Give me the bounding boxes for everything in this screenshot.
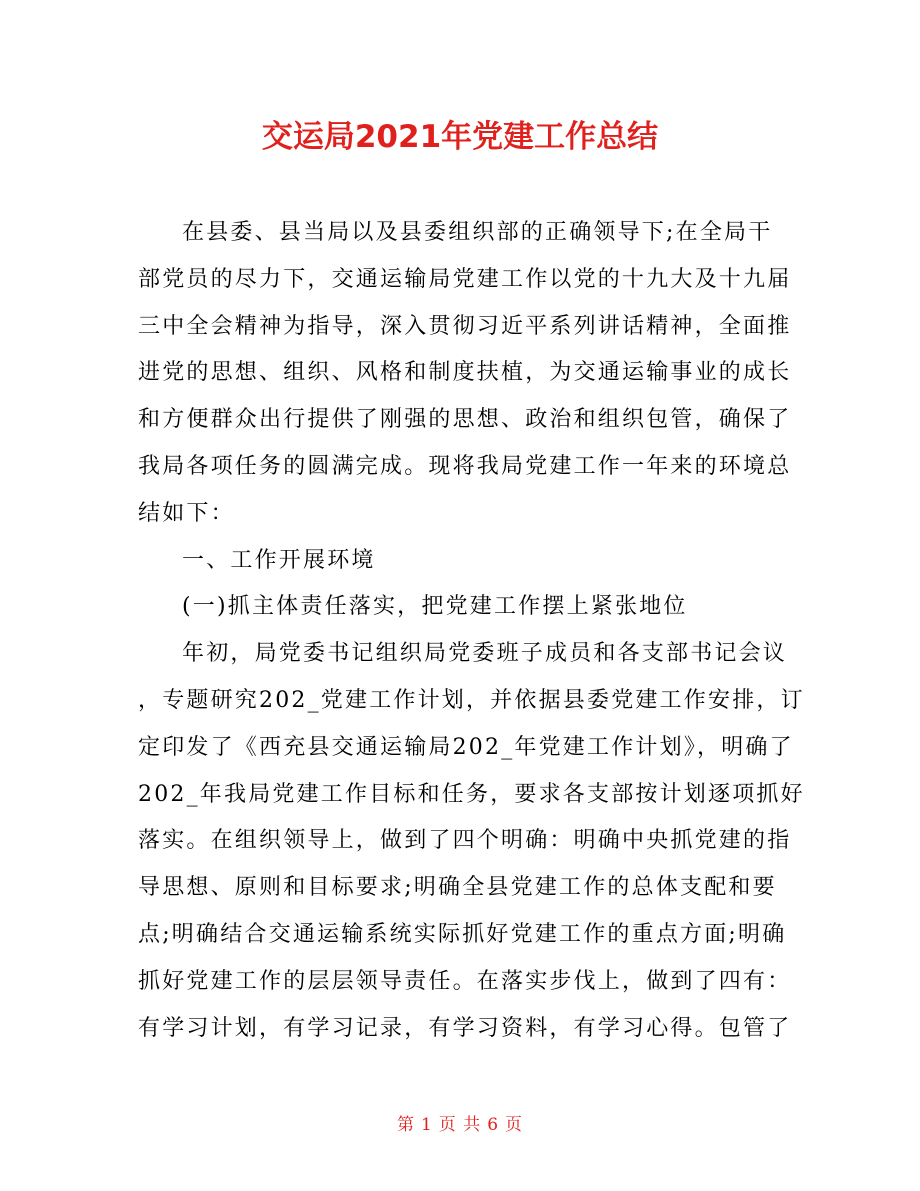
paragraph-line: 三中全会精神为指导，深入贯彻习近平系列讲话精神，全面推	[138, 313, 792, 339]
paragraph-line: 落实。在组织领导上，做到了四个明确：明确中央抓党建的指	[138, 828, 792, 854]
section-heading: 一、工作开展环境	[182, 547, 376, 573]
footer-prefix: 第	[396, 1115, 415, 1135]
paragraph-line: 在县委、县当局以及县委组织部的正确领导下;在全局干	[182, 220, 773, 245]
paragraph-line: 和方便群众出行提供了刚强的思想、政治和组织包管，确保了	[138, 407, 792, 433]
subsection-heading: (一)抓主体责任落实，把党建工作摆上紧张地位	[182, 594, 688, 620]
paragraph-line: 导思想、原则和目标要求;明确全县党建工作的总体支配和要	[138, 875, 777, 901]
paragraph-line: 年初，局党委书记组织局党委班子成员和各支部书记会议	[182, 641, 788, 667]
current-page-number: 1	[420, 1115, 433, 1135]
footer-suffix: 页	[505, 1115, 524, 1135]
paragraph-line: 202_年我局党建工作目标和任务，要求各支部按计划逐项抓好	[138, 781, 805, 807]
paragraph-line: 进党的思想、组织、风格和制度扶植，为交通运输事业的成长	[138, 360, 792, 386]
page-footer	[0, 1112, 920, 1138]
paragraph-line: 定印发了《西充县交通运输局202_年党建工作计划》，明确了	[138, 734, 794, 760]
paragraph-line: 有学习计划，有学习记录，有学习资料，有学习心得。包管了	[138, 1015, 792, 1041]
total-pages: 6	[487, 1115, 500, 1135]
paragraph-line: ，专题研究202_党建工作计划，并依据县委党建工作安排，订	[138, 687, 805, 713]
document-body	[138, 210, 805, 1052]
footer-middle: 页 共	[438, 1115, 482, 1135]
paragraph-line: 抓好党建工作的层层领导责任。在落实步伐上，做到了四有：	[138, 968, 792, 994]
paragraph-line: 部党员的尽力下，交通运输局党建工作以党的十九大及十九届	[138, 266, 792, 292]
document-title: 交运局2021年党建工作总结	[261, 119, 659, 155]
paragraph-line: 点;明确结合交通运输系统实际抓好党建工作的重点方面;明确	[138, 921, 787, 947]
paragraph-line: 结如下：	[138, 500, 235, 526]
paragraph-line: 我局各项任务的圆满完成。现将我局党建工作一年来的环境总	[138, 453, 792, 479]
